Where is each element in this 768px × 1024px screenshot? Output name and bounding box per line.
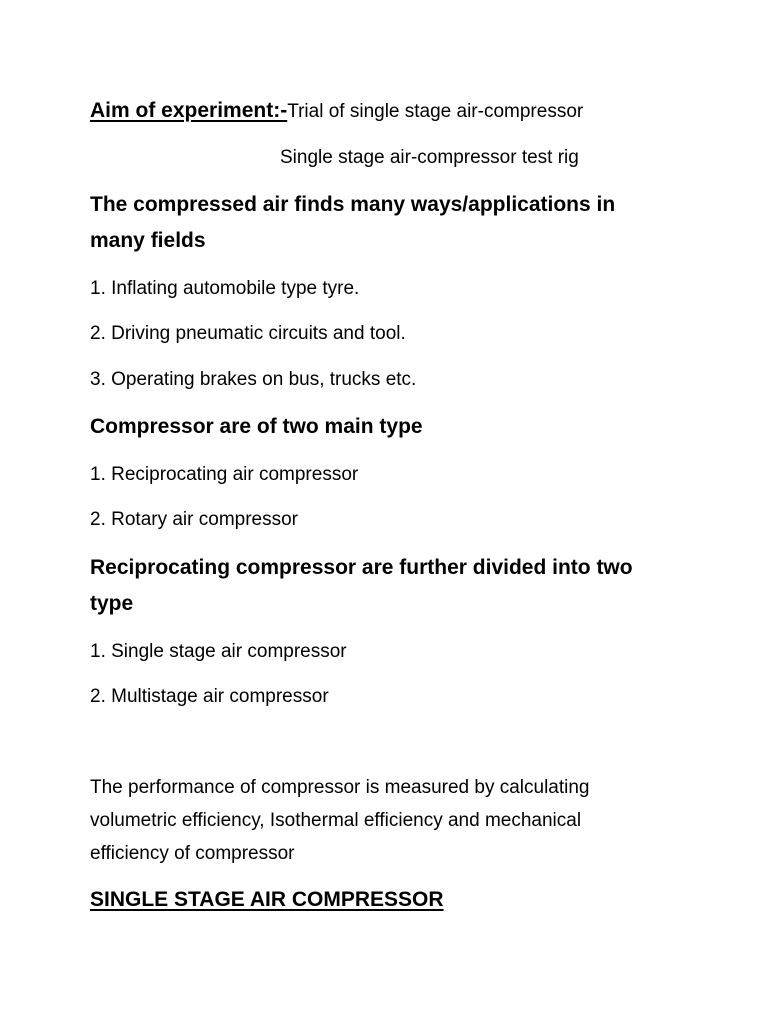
- test-rig-subtitle: Single stage air-compressor test rig: [280, 147, 579, 168]
- performance-line-1: The performance of compressor is measured by calculating: [90, 777, 590, 798]
- performance-paragraph: [90, 771, 650, 870]
- list-item: 2. Driving pneumatic circuits and tool.: [90, 323, 406, 344]
- list-item: 2. Multistage air compressor: [90, 686, 329, 707]
- list-item: 3. Operating brakes on bus, trucks etc.: [90, 369, 417, 390]
- aim-line: [90, 99, 583, 123]
- applications-heading-line-2: many fields: [90, 229, 206, 252]
- performance-line-3: efficiency of compressor: [90, 843, 295, 864]
- aim-text: Trial of single stage air-compressor: [287, 101, 584, 122]
- aim-label: Aim of experiment:-: [90, 99, 288, 122]
- list-item: 1. Reciprocating air compressor: [90, 464, 359, 485]
- list-item: 1. Inflating automobile type tyre.: [90, 278, 360, 299]
- reciprocating-heading-line-1: Reciprocating compressor are further divided into two: [90, 556, 633, 579]
- performance-line-2: volumetric efficiency, Isothermal efficiency and mechanical: [90, 810, 582, 831]
- applications-heading-line-1: The compressed air finds many ways/applications in: [90, 193, 616, 216]
- compressor-types-heading: Compressor are of two main type: [90, 415, 423, 438]
- section-title: SINGLE STAGE AIR COMPRESSOR: [90, 888, 444, 911]
- list-item: 1. Single stage air compressor: [90, 641, 347, 662]
- reciprocating-heading-line-2: type: [90, 592, 134, 615]
- list-item: 2. Rotary air compressor: [90, 509, 299, 530]
